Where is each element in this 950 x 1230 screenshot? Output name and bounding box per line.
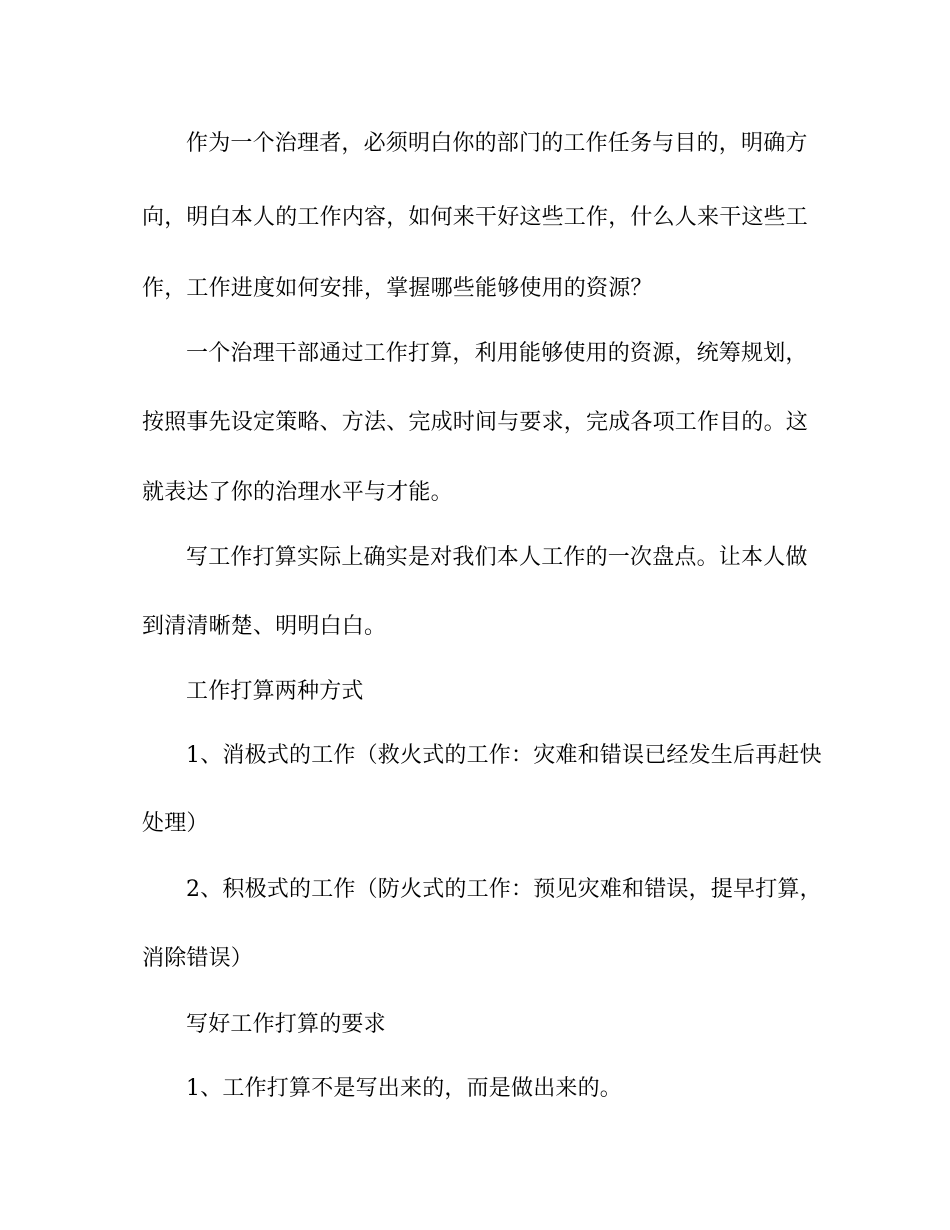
list-item-line: 1、工作打算不是写出来的，而是做出来的。: [186, 1076, 622, 1101]
list-item-line: 处理）: [142, 811, 209, 836]
paragraph-line: 向，明白本人的工作内容，如何来干好这些工作，什么人来干这些工: [142, 205, 809, 230]
paragraph-line: 作，工作进度如何安排，掌握哪些能够使用的资源？: [142, 276, 653, 301]
section-heading: 工作打算两种方式: [186, 679, 364, 704]
paragraph-line: 写工作打算实际上确实是对我们本人工作的一次盘点。让本人做: [186, 545, 808, 570]
list-item-line: 1、消极式的工作（救火式的工作：灾难和错误已经发生后再赶快: [186, 743, 822, 768]
paragraph-line: 就表达了你的治理水平与才能。: [142, 480, 453, 505]
paragraph-line: 到清清晰楚、明明白白。: [142, 614, 387, 639]
paragraph-line: 作为一个治理者，必须明白你的部门的工作任务与目的，明确方: [186, 131, 808, 156]
paragraph-line: 按照事先设定策略、方法、完成时间与要求，完成各项工作目的。这: [142, 410, 809, 435]
list-item-line: 消除错误）: [142, 946, 254, 971]
section-heading: 写好工作打算的要求: [186, 1012, 386, 1037]
list-item-line: 2、积极式的工作（防火式的工作：预见灾难和错误，提早打算，: [186, 877, 822, 902]
paragraph-line: 一个治理干部通过工作打算，利用能够使用的资源，统筹规划，: [186, 341, 808, 366]
